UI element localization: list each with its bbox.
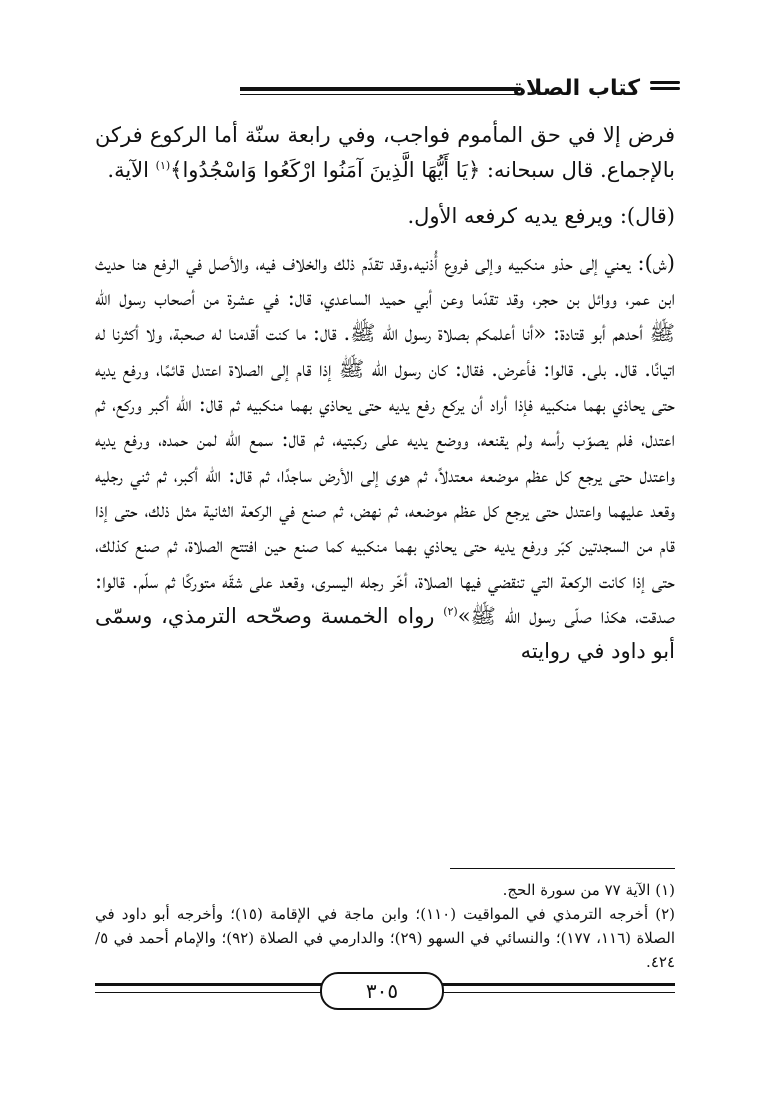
footnote-ref-2[interactable]: (٢) xyxy=(443,604,458,618)
footnote-1: (١) الآية ٧٧ من سورة الحج. xyxy=(502,881,675,899)
footnote-separator xyxy=(450,868,675,869)
paragraph-2: (قال): ويرفع يديه كرفعه الأول. xyxy=(407,203,675,228)
footnote-2: (٢) أخرجه الترمذي في المواقيت (١١٠)؛ وابن ماجة في الإقامة (١٥)؛ وأخرجه أبو داود في الصلاة (١١٦، ١٧٧)؛ والنسائي في السهو (٢٩)؛ والدارمي في الصلاة (٩٢)؛ والإمام أحمد في ٥/ ٤٢٤. xyxy=(95,905,675,971)
header-ornament-icon xyxy=(650,81,680,95)
running-header xyxy=(90,74,680,104)
footnotes xyxy=(95,878,675,974)
header-rule-thin xyxy=(240,94,520,95)
paragraph-1-end: الآية. xyxy=(107,158,156,183)
paragraph-1 xyxy=(95,118,675,189)
header-rule-thick xyxy=(240,87,520,91)
page-number: ٣٠٥ xyxy=(320,972,444,1010)
main-text xyxy=(95,118,675,669)
paragraph-3 xyxy=(95,246,675,670)
page-footer xyxy=(95,970,675,1010)
paragraph-3-text: (ش): يعني إلى حذو منكبيه وإلى فروع أُذنيه.وقد تقدّم ذلك والخلاف فيه، والأصل في الرفع هنا حديث ابن عمر، ووائل بن حجر، وقد تقدّما وعن أبي حميد الساعدي، قال: في عشرة من أصحاب رسول الله ﷺ أحدهم أبو قتادة: «أنا أعلمكم بصلاة رسول الله ﷺ. قال: ما كنت أقدمنا له صحبة، ولا أكثرنا له اتيانًا. قال. بلى. قالوا: فأعرض. فقال: كان رسول الله ﷺ إذا قام إلى الصلاة اعتدل قائمًا، ورفع يديه حتى يحاذي بهما منكبيه فإذا أراد أن يركع رفع يديه حتى يحاذي بهما منكبيه ثم قال: الله أكبر وركع، ثم اعتدل، فلم يصوّب رأسه ولم يقنعه، ووضع يديه على ركبتيه، ثم قال: سمع الله لمن حمده، ورفع يديه واعتدل حتى يرجع كل عظم موضعه معتدلاً، ثم هوى إلى الأرض ساجدًا، ثم قال: الله أكبر، ثم ثني رجليه وقعد عليهما واعتدل حتى يرجع كل عظم موضعه، ثم نهض، ثم صنع في الركعة الثانية مثل ذلك، حتى إذا قام من السجدتين كبّر ورفع يديه حتى يحاذي بهما منكبيه كما صنع حين افتتح الصلاة، ثم صنع كذلك، حتى إذا كانت الركعة التي تنقضي فيها الصلاة، أخّر رجله اليسرى، وقعد على شقّه متوركًا ثم سلّم. قالوا: صدقت، هكذا صلّى رسول الله ﷺ» xyxy=(95,250,675,628)
chapter-title: كتاب الصلاة xyxy=(513,76,640,101)
footnote-ref-1[interactable]: (١) xyxy=(155,159,171,173)
paragraph-3-end: رواه الخمسة وصحّحه الترمذي، وسمّى أبو داود في روايته xyxy=(95,603,675,664)
paragraph-1-text: فرض إلا في حق المأموم فواجب، وفي رابعة سنّة أما الركوع فركن بالإجماع. قال سبحانه: ﴿يَا أَيُّهَا الَّذِينَ آمَنُوا ارْكَعُوا وَاسْجُدُوا﴾ xyxy=(95,123,675,183)
